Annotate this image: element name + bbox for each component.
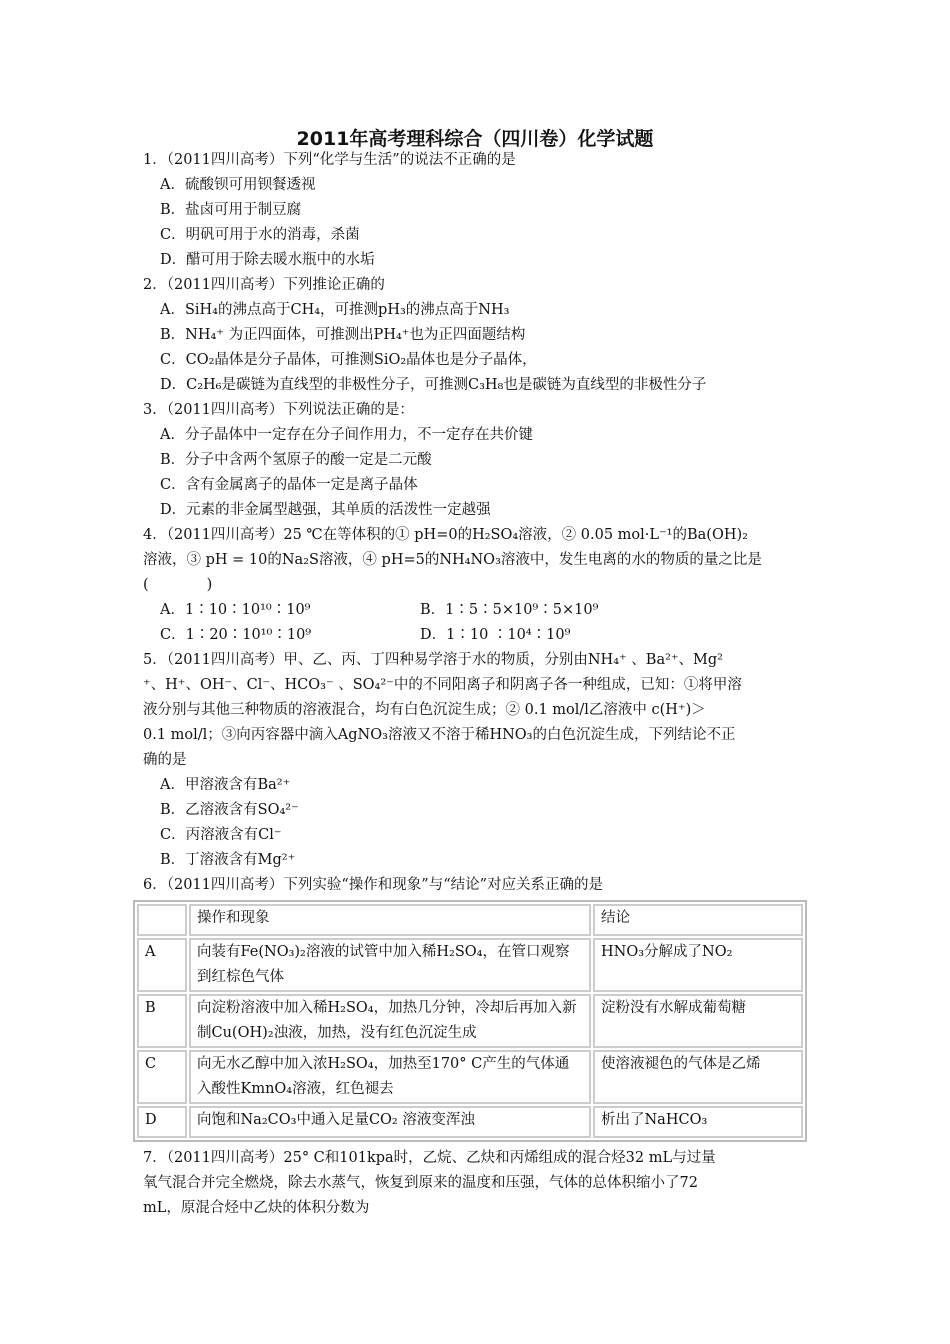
question-stem-line: ( )	[143, 577, 213, 593]
option: B．盐卤可用于制豆腐	[160, 202, 302, 218]
question-2	[143, 273, 808, 398]
question-stem-line: ⁺、H⁺、OH⁻、Cl⁻、HCO₃⁻ 、SO₄²⁻中的不同阳离子和阴离子各一种组成，已知：①将甲溶	[143, 677, 742, 693]
option: C．1∶20∶10¹⁰∶10⁹	[160, 627, 312, 643]
option: C．含有金属离子的晶体一定是离子晶体	[160, 477, 418, 493]
question-stem: 3．（2011四川高考）下列说法正确的是：	[143, 402, 414, 418]
operation-cell: 向无水乙醇中加入浓H₂SO₄，加热至170° C产生的气体通入酸性KmnO₄溶液，红色褪去	[189, 1050, 591, 1104]
question-stem-line: 溶液，③ pH = 10的Na₂S溶液，④ pH=5的NH₄NO₃溶液中，发生电离的水的物质的量之比是	[143, 552, 762, 568]
option: A．分子晶体中一定存在分子间作用力，不一定存在共价键	[160, 427, 533, 443]
document-body	[143, 148, 808, 1221]
question-1	[143, 148, 808, 273]
question-stem: 6．（2011四川高考）下列实验“操作和现象”与“结论”对应关系正确的是	[143, 877, 604, 893]
question-stem-line: 4．（2011四川高考）25 ℃在等体积的① pH=0的H₂SO₄溶液，② 0.05 mol·L⁻¹的Ba(OH)₂	[143, 527, 748, 543]
option: A．硫酸钡可用钡餐透视	[160, 177, 316, 193]
operation-cell: 向饱和Na₂CO₃中通入足量CO₂ 溶液变浑浊	[189, 1106, 591, 1138]
option: A．1∶10∶10¹⁰∶10⁹	[160, 602, 311, 618]
option: B．分子中含两个氢原子的酸一定是二元酸	[160, 452, 432, 468]
option: C．丙溶液含有Cl⁻	[160, 827, 282, 843]
operation-cell: 向淀粉溶液中加入稀H₂SO₄，加热几分钟，冷却后再加入新制Cu(OH)₂浊液，加热，没有红色沉淀生成	[189, 994, 591, 1048]
row-label: D	[137, 1106, 187, 1138]
question-stem-line: 5．（2011四川高考）甲、乙、丙、丁四种易学溶于水的物质，分别由NH₄⁺ 、Ba²⁺、Mg²	[143, 652, 723, 668]
question-stem: 1．（2011四川高考）下列“化学与生活”的说法不正确的是	[143, 152, 516, 168]
row-label: B	[137, 994, 187, 1048]
question-stem-line: 0.1 mol/l；③向丙容器中滴入AgNO₃溶液又不溶于稀HNO₃的白色沉淀生成，下列结论不正	[143, 727, 736, 743]
option: A．甲溶液含有Ba²⁺	[160, 777, 291, 793]
question-5	[143, 648, 808, 873]
table-row	[137, 1106, 803, 1138]
page-title: 2011年高考理科综合（四川卷）化学试题	[296, 128, 654, 150]
question-stem-line: 确的是	[143, 752, 187, 768]
question-stem-line: mL，原混合烃中乙炔的体积分数为	[143, 1200, 370, 1216]
conclusion-cell: 使溶液褪色的气体是乙烯	[593, 1050, 803, 1104]
option: B．NH₄⁺ 为正四面体，可推测出PH₄⁺也为正四面题结构	[160, 327, 526, 343]
question-3	[143, 398, 808, 523]
question-6	[143, 873, 808, 1142]
experiment-table	[133, 900, 807, 1142]
question-4	[143, 523, 808, 648]
conclusion-cell: HNO₃分解成了NO₂	[593, 938, 803, 992]
row-label: A	[137, 938, 187, 992]
header-cell	[137, 904, 187, 936]
table-row	[137, 938, 803, 992]
header-cell: 结论	[593, 904, 803, 936]
option: B．乙溶液含有SO₄²⁻	[160, 802, 299, 818]
option: B．1∶5∶5×10⁹∶5×10⁹	[420, 602, 599, 618]
question-stem-line: 液分别与其他三种物质的溶液混合，均有白色沉淀生成；② 0.1 mol/l乙溶液中 c(H⁺)＞	[143, 702, 706, 718]
question-stem-line: 氧气混合并完全燃烧，除去水蒸气，恢复到原来的温度和压强，气体的总体积缩小了72	[143, 1175, 698, 1191]
option: C．CO₂晶体是分子晶体，可推测SiO₂晶体也是分子晶体，	[160, 352, 537, 368]
header-cell: 操作和现象	[189, 904, 591, 936]
conclusion-cell: 淀粉没有水解成葡萄糖	[593, 994, 803, 1048]
option: A．SiH₄的沸点高于CH₄，可推测pH₃的沸点高于NH₃	[160, 302, 510, 318]
option: D．醋可用于除去暖水瓶中的水垢	[160, 252, 375, 268]
question-stem: 2．（2011四川高考）下列推论正确的	[143, 277, 385, 293]
table-row	[137, 1050, 803, 1104]
option: D．C₂H₆是碳链为直线型的非极性分子，可推测C₃H₈也是碳链为直线型的非极性分子	[160, 377, 707, 393]
conclusion-cell: 析出了NaHCO₃	[593, 1106, 803, 1138]
operation-cell: 向装有Fe(NO₃)₂溶液的试管中加入稀H₂SO₄，在管口观察到红棕色气体	[189, 938, 591, 992]
option: D．元素的非金属型越强，其单质的活泼性一定越强	[160, 502, 491, 518]
row-label: C	[137, 1050, 187, 1104]
table-header-row	[137, 904, 803, 936]
table-row	[137, 994, 803, 1048]
option: B．丁溶液含有Mg²⁺	[160, 852, 296, 868]
question-stem-line: 7．（2011四川高考）25° C和101kpa时，乙烷、乙炔和丙烯组成的混合烃32 mL与过量	[143, 1150, 716, 1166]
option: D．1∶10 ∶10⁴∶10⁹	[420, 627, 571, 643]
question-7	[143, 1146, 808, 1221]
option: C．明矾可用于水的消毒，杀菌	[160, 227, 360, 243]
